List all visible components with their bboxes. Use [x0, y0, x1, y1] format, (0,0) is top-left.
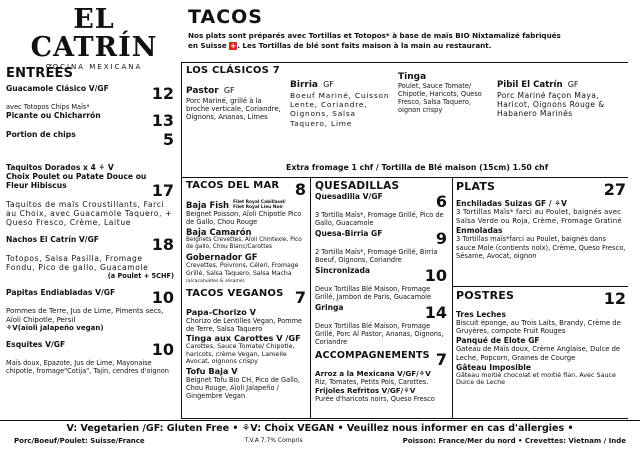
- veganos-title: TACOS VEGANOS: [186, 287, 284, 299]
- papitas-extra: ⚘V(aïoli jalapeño vegan): [6, 324, 104, 333]
- extra-note: Extra fromage 1 chf / Tortilla de Blé maison (15cm) 1.50 chf: [286, 163, 549, 172]
- plats-title: PLATS: [456, 180, 496, 193]
- tinga-name: Tinga: [398, 72, 427, 82]
- quesadilla-name: Quesadilla V/GF: [315, 192, 383, 201]
- swiss-flag-icon: +: [230, 41, 237, 50]
- page-title: TACOS: [188, 6, 263, 28]
- mar-price: 8: [294, 180, 306, 199]
- pibil-desc: Porc Mariné façon Maya, Haricot, Oignons Rouge & Habanero Marinés: [497, 91, 605, 119]
- esquites-name: Esquites V/GF: [6, 340, 66, 350]
- birria-gf: GF: [323, 80, 334, 89]
- plats-section: [456, 180, 626, 260]
- pastor-desc: Porc Mariné, grillé à la broche verticale, Coriandre, Oignons, Ananas, Limes: [186, 97, 281, 122]
- intro-line-2: en Suisse: [188, 40, 227, 50]
- entree-item-name: Portion de chips: [6, 130, 76, 139]
- nachos-extra: (a Poulet + 5CHF): [107, 272, 174, 281]
- entrees-section: [6, 66, 174, 375]
- origin-footer: [14, 437, 626, 445]
- camaron-name: Baja Camarón: [186, 227, 252, 237]
- esquites-desc: Maïs doux, Epazote, Jus de Lime, Mayonaise chipotle, fromage"Cotija", Tajín, cendres d'oignon: [6, 359, 169, 376]
- frijoles-desc: Purée d'haricots noirs, Queso Fresco: [315, 395, 435, 403]
- pibil-name: Pibil El Catrín: [497, 80, 563, 90]
- imposible-name: Gâteau Imposible: [456, 362, 532, 372]
- tinga-item: [398, 72, 486, 114]
- intro-line-3: . Les Tortillas de blé sont faits maison à la main au restaurant.: [237, 40, 492, 50]
- camaron-desc: Beignets Crevettes, Aïoli Chintexle, Pico de gallo, Chou Blanc/Carottes: [186, 237, 302, 250]
- papitas-name: Papitas Endiabladas V/GF: [6, 288, 116, 298]
- entree-item-price: 12: [151, 84, 174, 103]
- baja-fish-name: Baja Fish: [186, 200, 230, 210]
- quesa-birria-price: 9: [435, 229, 447, 248]
- baja-fish-note1: Filet Royal Cabillaud/: [233, 200, 286, 205]
- quesadilla-desc: 3 Tortilla Maïs*, Fromage Grillé, Pico de Gallo, Guacamole: [315, 211, 444, 227]
- gobernador-note: (a/cacahuètes & sésame): [186, 279, 245, 285]
- pastor-item: [186, 78, 281, 122]
- nachos-name: Nachos El Catrín V/GF: [6, 234, 99, 244]
- sincronizada-price: 10: [424, 266, 447, 285]
- tva-note: T.V.A 7.7% Compris: [244, 437, 303, 444]
- arroz-name: Arroz a la Mexicana V/GF/⚘V: [315, 369, 431, 378]
- panque-name: Panqué de Elote GF: [456, 336, 540, 346]
- taquitos-desc: Taquitos de maïs Croustillants, Farci au Choix, avec Guacamole Taquero, + Queso Fresco, Crème, Laitue: [6, 200, 173, 228]
- pibil-item: [497, 72, 627, 119]
- enchiladas-name: Enchiladas Suizas GF / ⚘V: [456, 199, 567, 208]
- divider-bottom: [181, 418, 628, 419]
- papitas-price: 10: [151, 288, 174, 308]
- pastor-gf: GF: [223, 86, 235, 95]
- gringa-name: Gringa: [315, 303, 344, 312]
- restaurant-logo: [14, 6, 174, 71]
- papitas-desc: Pommes de Terre, Jus de Lime, Piments secs, Aïoli Chipotle, Persil: [6, 307, 164, 324]
- pastor-name: Pastor: [186, 86, 219, 96]
- quesa-birria-desc: 2 Tortilla Maïs*, Fromage Grillé, Birria Boeuf, Oignons, Coriandre: [315, 248, 438, 264]
- divider-col2: [310, 177, 311, 418]
- intro-line-1: Nos plats sont préparés avec Tortillas et Totopos* à base de maïs BIO Nixtamalizé fabriqués: [188, 31, 561, 40]
- brand-subtitle: COCINA MEXICANA: [45, 63, 143, 71]
- tofu-name: Tofu Baja V: [186, 366, 238, 377]
- tres-leches-desc: Biscuit éponge, au Trois Laits, Brandy, Crème de Gruyères, compote Fruit Rouges: [456, 319, 621, 336]
- tinga-vegan-desc: Carottes, Sauce Tomate/ Chipotle, haricots, crème Vegan, Lamelle Avocat, oignons crispy: [186, 341, 295, 366]
- birria-item: [290, 72, 390, 128]
- origin-seafood: Poisson: France/Mer du nord • Crevettes: Vietnam / Inde: [402, 437, 626, 445]
- divider-postres: [452, 286, 628, 287]
- divider-mid: [181, 177, 628, 178]
- gobernador-desc: Crevettes, Poivrons, Céleri, Fromage Grillé, Salsa Taquero, Salsa Macha: [186, 262, 299, 277]
- postres-title: POSTRES: [456, 289, 515, 302]
- baja-fish-note2: Filet Royal Lieu Noir: [233, 205, 284, 210]
- divider-left: [181, 62, 182, 418]
- frijoles-name: Frijoles Refritos V/GF/⚘V: [315, 386, 416, 395]
- tinga-vegan-name: Tinga aux Carottes V /GF: [186, 332, 301, 343]
- entree-item-desc: avec Totopos Chips Maïs*: [6, 103, 90, 111]
- imposible-desc: Gâteau moitié chocolat et moitié flan. Avec Sauce Dulce de Leche: [456, 370, 616, 387]
- quesa-birria-name: Quesa-Birria GF: [315, 229, 383, 238]
- birria-name: Birria: [290, 80, 318, 90]
- postres-section: [456, 289, 626, 387]
- postres-price: 12: [603, 289, 626, 308]
- divider-col3: [452, 177, 453, 418]
- plats-price: 27: [603, 180, 626, 199]
- entree-item-name: Guacamole Clásico V/GF: [6, 84, 109, 93]
- gringa-desc: Deux Tortillas Blé Maison, Fromage Grillé, Porc Al Pastor, Ananas, Oignons, Coriandre: [315, 322, 444, 346]
- enmoladas-desc: 3 Tortillas maïs*farci au Poulet, baignés dans sauce Mole (contients noix), Crème, Queso Fresco, Sésame, Avocat, oignon: [456, 235, 626, 260]
- clasicos-price: 7: [272, 65, 280, 76]
- entree-item-price: 13: [151, 111, 174, 130]
- quesadillas-section: [315, 180, 447, 403]
- quesadillas-title: QUESADILLAS: [315, 180, 400, 192]
- enchiladas-desc: 3 Tortillas Maïs* farci au Poulet, baignés avec Salsa Verde ou Roja, Crème, Fromage Gratiné: [456, 208, 622, 225]
- clasicos-title: LOS CLÁSICOS: [186, 65, 270, 76]
- esquites-price: 10: [151, 340, 174, 360]
- taquitos-sub1: Choix Poulet ou Patate Douce ou: [6, 172, 147, 181]
- tinga-desc: Poulet, Sauce Tomate/ Chipotle, Haricots, Queso Fresco, Salsa Taquero, oignon crispy: [398, 82, 482, 114]
- taquitos-price: 17: [151, 181, 174, 200]
- arroz-desc: Riz, Tomates, Petits Pois, Carottes.: [315, 378, 429, 386]
- dietary-legend: V: Vegetarien /GF: Gluten Free • ⚘V: Choix VEGAN • Veuillez nous informer en cas d'allergies •: [66, 423, 574, 434]
- entree-item-name: Picante ou Chicharrón: [6, 111, 101, 120]
- baja-fish-desc: Beignet Poisson, Aïoli Chipotle Pico de Gallo, Chou Rouge: [186, 210, 302, 226]
- nachos-desc: Totopos, Salsa Pasilla, Fromage Fondu, Pico de gallo, Guacamole: [6, 253, 149, 272]
- intro-text: [188, 31, 628, 50]
- panque-desc: Gateau de Maïs doux, Crème Anglaise, Dulce de Leche, Popcorn, Graines de Courge: [456, 345, 621, 362]
- divider-footer: [0, 420, 640, 421]
- papa-name: Papa-Chorizo V: [186, 306, 256, 317]
- accompagnements-title: ACCOMPAGNEMENTS: [315, 350, 430, 361]
- taquitos-sub2: Fleur Hibiscus: [6, 181, 67, 190]
- taquitos-name: Taquitos Dorados x 4 ⚘ V: [6, 163, 114, 172]
- gringa-price: 14: [424, 303, 447, 322]
- enmoladas-name: Enmoladas: [456, 226, 503, 236]
- divider-top: [181, 62, 628, 63]
- birria-desc: Boeuf Mariné, Cuisson Lente, Coriandre, Oignons, Salsa Taquero, Lime: [290, 91, 390, 128]
- nachos-price: 18: [151, 234, 174, 254]
- mar-title: TACOS DEL MAR: [186, 180, 280, 191]
- veganos-price: 7: [294, 287, 306, 307]
- accompagnements-price: 7: [435, 350, 447, 369]
- sincronizada-desc: Deux Tortillas Blé Maison, Fromage Grillé, Jambon de Paris, Guacamole: [315, 285, 432, 301]
- sincronizada-name: Sincronizada: [315, 266, 371, 275]
- brand-name: EL CATRÍN: [30, 4, 158, 63]
- quesadilla-price: 6: [435, 192, 447, 211]
- tres-leches-name: Tres Leches: [456, 310, 506, 319]
- origin-meat: Porc/Boeuf/Poulet: Suisse/France: [14, 437, 145, 445]
- entree-item-price: 5: [162, 130, 174, 149]
- tofu-desc: Beignet Tofu Bio CH, Pico de Gallo, Chou Rouge, Aïoli Jalapeño / Gingembre Vegan: [186, 376, 300, 401]
- gobernador-name: Gobernador GF: [186, 252, 258, 262]
- mar-section: [186, 180, 306, 400]
- entrees-title: ENTRÉES: [6, 66, 74, 81]
- papa-desc: Chorizo de Lentilles Vegan, Pomme de Terre, Salsa Taquero: [186, 316, 303, 333]
- pibil-gf: GF: [567, 80, 579, 89]
